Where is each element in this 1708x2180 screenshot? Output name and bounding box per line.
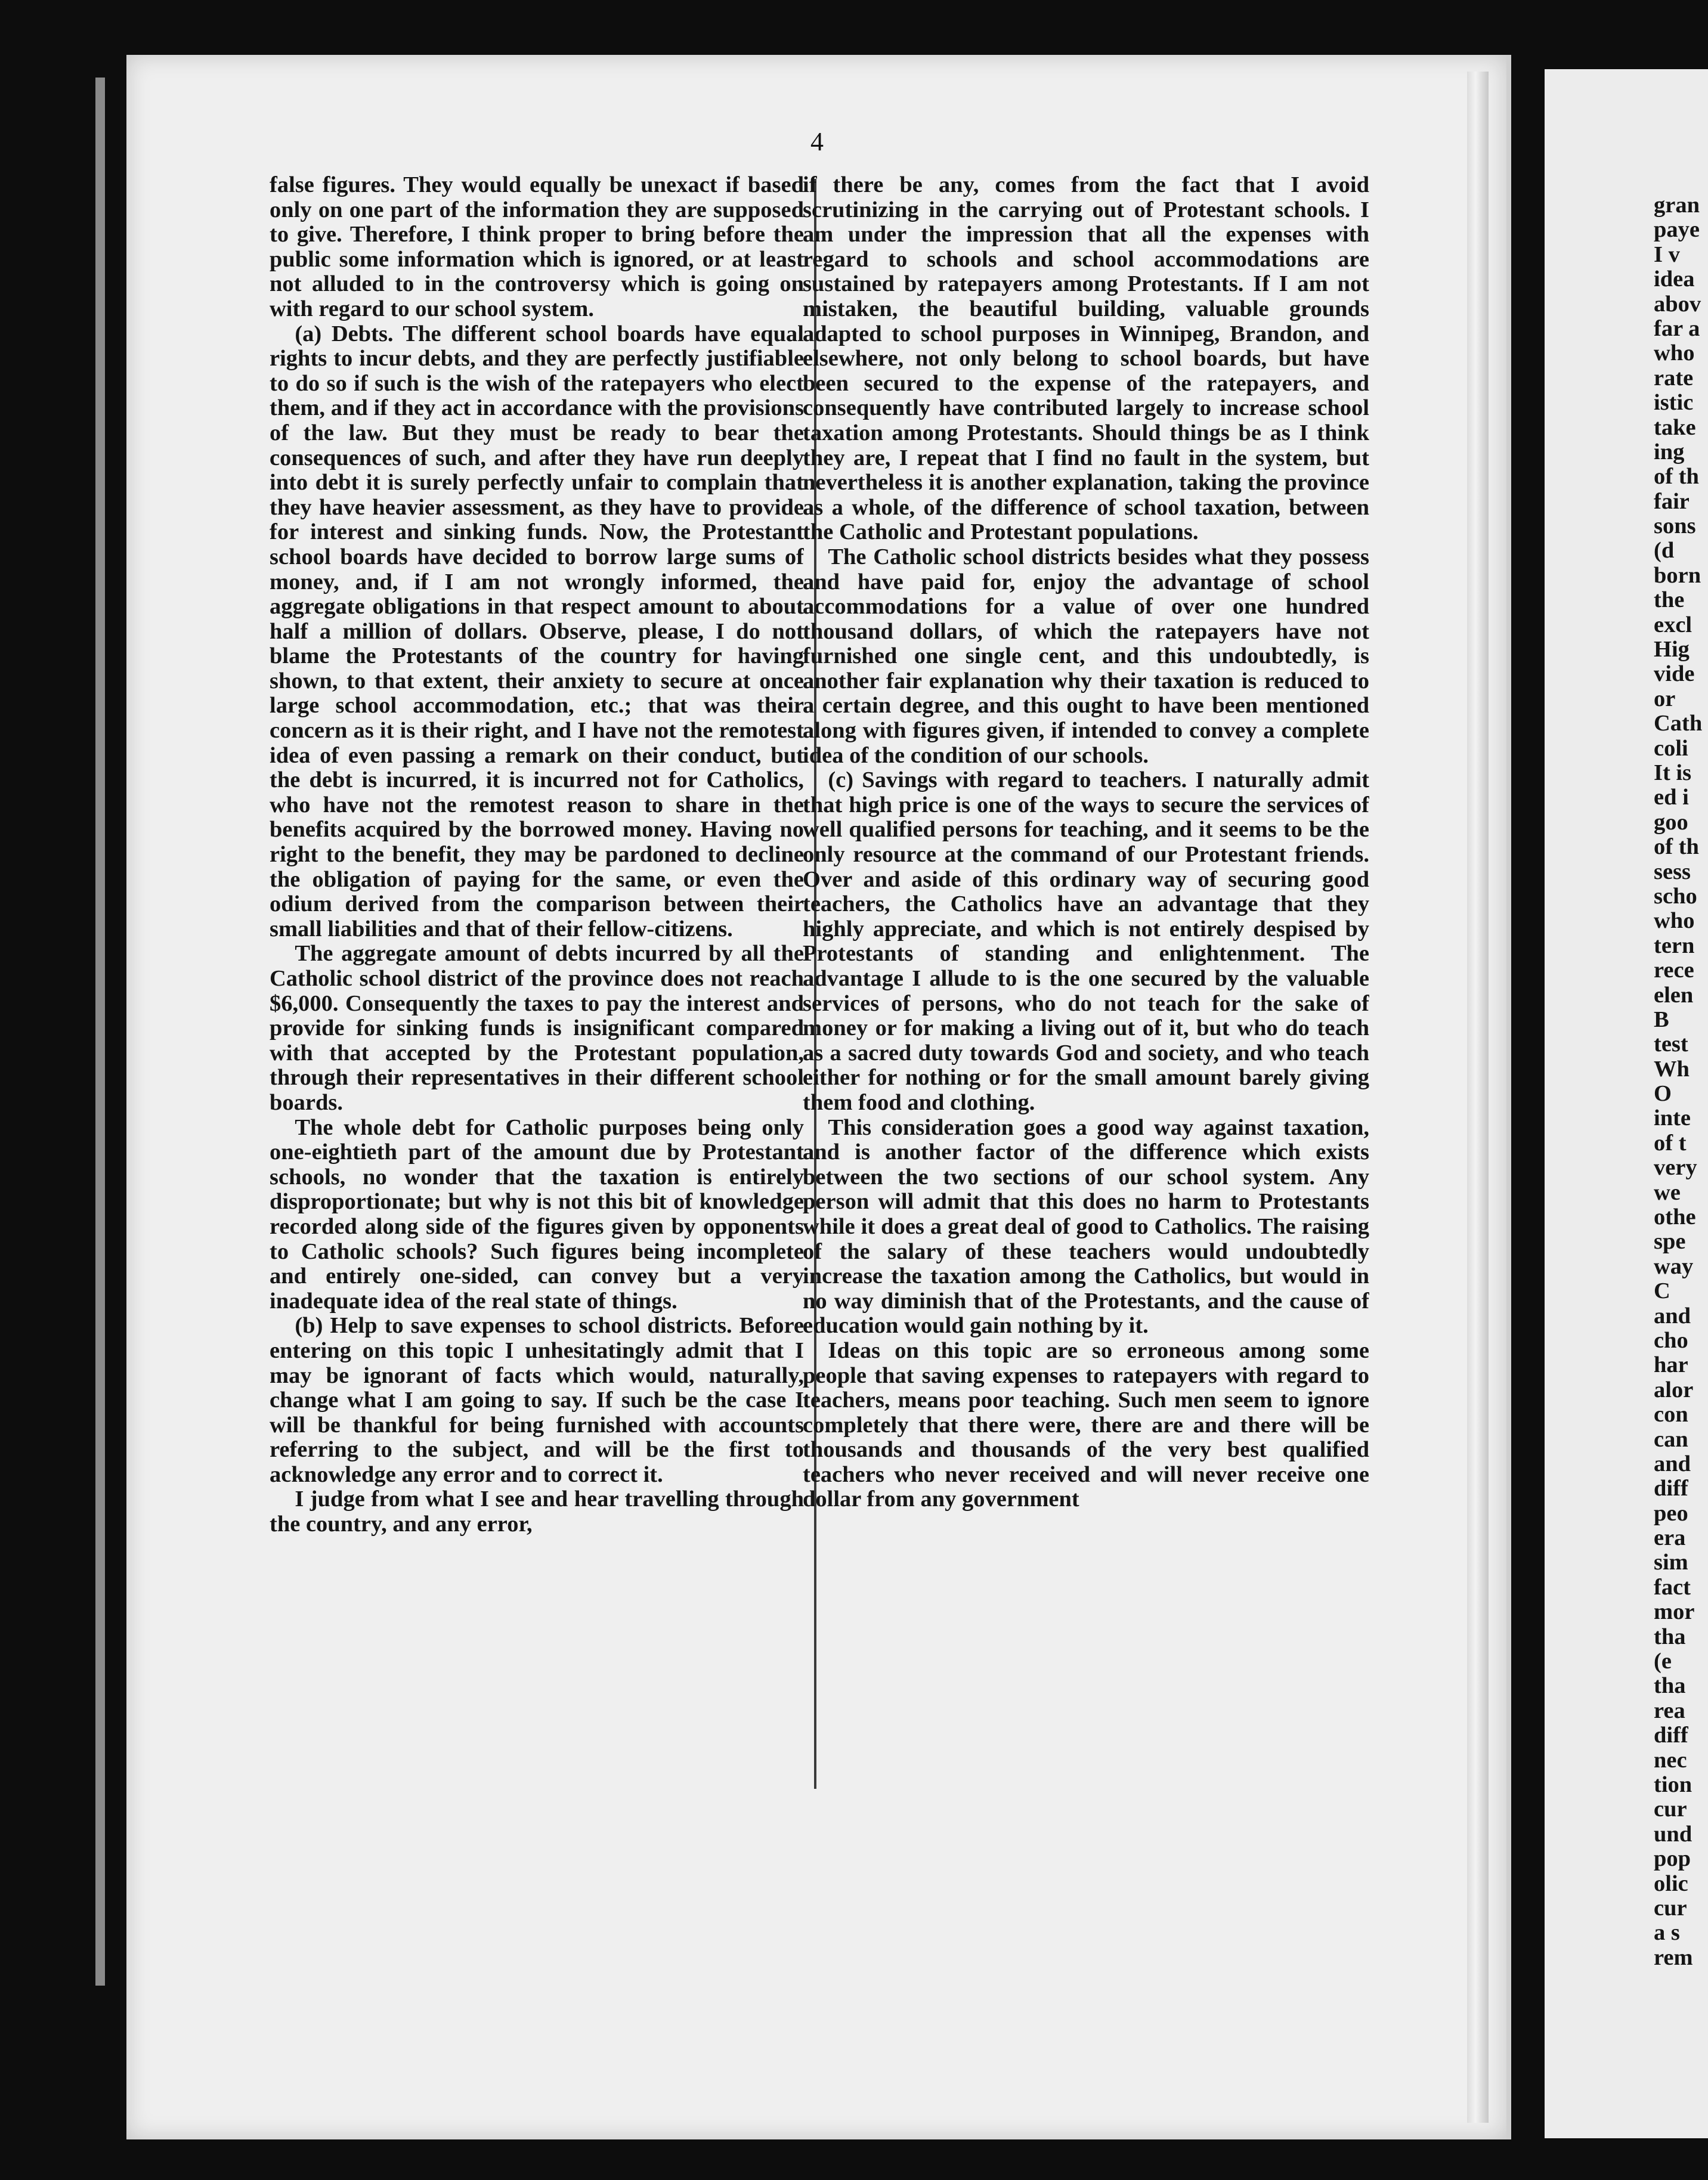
- facing-page-line: or: [1654, 686, 1676, 711]
- facing-page-line: nec: [1654, 1748, 1687, 1773]
- facing-page-line: very: [1654, 1156, 1697, 1181]
- facing-page-line: Hig: [1654, 637, 1690, 662]
- facing-page-line: tha: [1654, 1624, 1686, 1649]
- facing-page-line: idea: [1654, 267, 1695, 292]
- facing-page-line: of th: [1654, 465, 1699, 490]
- facing-page-line: cur: [1654, 1797, 1687, 1822]
- facing-page-line: Wh: [1654, 1057, 1690, 1082]
- facing-page-line: a s: [1654, 1921, 1680, 1946]
- facing-page-line: O: [1654, 1082, 1672, 1107]
- page-edge-shadow: [95, 78, 105, 1986]
- paragraph: (c) Savings with regard to teachers. I naturally admit that high price is one of the ways to secure the services of well qualified persons for teaching, and it seems to be the only resource at the command of our Protestant friends. Over and aside of this ordinary way of securing good teachers, the Catholics have an advantage that they highly appreciate, and which is not entirely despised by Protestants of standing and enlightenment. The advantage I allude to is the one secured by the valuable services of persons, who do not teach for the sake of money or for making a living out of it, but who do teach as a sacred duty towards God and society, and who teach either for nothing or for the small amount barely giving them food and clothing.: [803, 767, 1369, 1115]
- paragraph: (b) Help to save expenses to school districts. Before entering on this topic I unhesitatingly admit that I may be ignorant of facts which would, naturally, change what I am going to say. If such be the case I will be thankful for being furnished with accounts referring to the subject, and will be the first to acknowledge any error and to correct it.: [270, 1313, 804, 1487]
- facing-page-line: cho: [1654, 1328, 1688, 1353]
- facing-page-line: fair: [1654, 489, 1690, 514]
- facing-page-line: har: [1654, 1353, 1688, 1378]
- facing-page: [1545, 69, 1708, 2138]
- facing-page-line: alor: [1654, 1377, 1694, 1402]
- facing-page-line: Cath: [1654, 711, 1703, 736]
- paragraph: The Catholic school districts besides what they possess and have paid for, enjoy the advantage of school accommodations for a value of over one hundred thousand dollars, of which the ratepayers have not furnished one single cent, and this undoubtedly, is another fair explanation why their taxation is reduced to a certain degree, and this ought to have been mentioned along with figures given, if intended to convey a complete idea of the condition of our schools.: [803, 544, 1369, 768]
- facing-page-line: C: [1654, 1279, 1670, 1304]
- facing-page-line: the: [1654, 588, 1685, 613]
- facing-page-line: we: [1654, 1180, 1681, 1205]
- facing-page-line: can: [1654, 1427, 1688, 1452]
- facing-page-line: take: [1654, 415, 1696, 440]
- facing-page-line: peo: [1654, 1501, 1688, 1526]
- paragraph: (a) Debts. The different school boards have equal rights to incur debts, and they are perfectly justifiable to do so if such is the wish of the ratepayers who elect them, and if they act in accordance with the provisions of the law. But they must be ready to bear the consequences of such, and after they have run deeply into debt it is surely perfectly unfair to complain that they have heavier assessment, as they have to provide for interest and sinking funds. Now, the Protestant school boards have decided to borrow large sums of money, and, if I am not wrongly informed, the aggregate obligations in that respect amount to about half a million of dollars. Observe, please, I do not blame the Protestants of the country for having shown, to that extent, their anxiety to secure at once large school accommodation, etc.; that was their concern as it is their right, and I have not the remotest idea of even passing a remark on their conduct, but the debt is incurred, it is incurred not for Catholics, who have not the remotest reason to share in the benefits acquired by the borrowed money. Having no right to the benefit, they may be pardoned to decline the obligation of paying for the same, or even the odium derived from the comparison between their small liabilities and that of their fellow-citizens.: [270, 321, 804, 942]
- paragraph: if there be any, comes from the fact that I avoid scrutinizing in the carrying out of Protestant schools. I am under the impression that all the expenses with regard to schools and school accommodations are sustained by ratepayers among Protestants. If I am not mistaken, the beautiful building, valuable grounds adapted to school purposes in Winnipeg, Brandon, and elsewhere, not only belong to school boards, but have been secured to the expense of the ratepayers, and consequently have contributed largely to increase school taxation among Protestants. Should things be as I think they are, I repeat that I find no fault in the system, but nevertheless it is another explanation, taking the province as a whole, of the difference of school taxation, between the Catholic and Protestant populations.: [803, 173, 1369, 545]
- facing-page-line: of th: [1654, 835, 1699, 860]
- facing-page-line: tern: [1654, 933, 1695, 958]
- facing-page-line: othe: [1654, 1205, 1696, 1230]
- facing-page-line: born: [1654, 563, 1701, 588]
- page-number: 4: [810, 127, 824, 156]
- facing-page-line: rate: [1654, 366, 1694, 391]
- facing-page-line: istic: [1654, 391, 1694, 416]
- paragraph: The aggregate amount of debts incurred by all the Catholic school district of the province does not reach $6,000. Consequently the taxes to pay the interest and provide for sinking funds is insignificant compared with that accepted by the Protestant population, through their representatives in their different school boards.: [270, 941, 804, 1115]
- facing-page-line: It is: [1654, 760, 1692, 785]
- paragraph: The whole debt for Catholic purposes being only one-eightieth part of the amount due by Protestant schools, no wonder that the taxation is entirely disproportionate; but why is not this bit of knowledge recorded along side of the figures given by opponents to Catholic schools? Such figures being incomplete and entirely one-sided, can convey but a very inadequate idea of the real state of things.: [270, 1114, 804, 1314]
- paragraph: false figures. They would equally be unexact if based only on one part of the information they are supposed to give. Therefore, I think proper to bring before the public some information which is ignored, or at least not alluded to in the controversy which is going on with regard to our school system.: [270, 173, 804, 321]
- facing-page-line: fact: [1654, 1575, 1691, 1600]
- facing-page-line: tha: [1654, 1674, 1686, 1699]
- facing-page-line: spe: [1654, 1230, 1686, 1255]
- facing-page-line: inte: [1654, 1106, 1691, 1131]
- facing-page-text: [1654, 193, 1708, 1970]
- facing-page-line: I v: [1654, 242, 1680, 267]
- paragraph: Ideas on this topic are so erroneous among some people that saving expenses to ratepayers with regard to teachers, means poor teaching. Such men seem to ignore completely that there were, there are and there will be thousands and thousands of the very best qualified teachers who never received and will never receive one dollar from any government: [803, 1337, 1369, 1512]
- paragraph: I judge from what I see and hear travelling through the country, and any error,: [270, 1487, 804, 1537]
- facing-page-line: rea: [1654, 1698, 1685, 1723]
- facing-page-line: and: [1654, 1451, 1691, 1476]
- facing-page-line: und: [1654, 1822, 1692, 1847]
- facing-page-line: (d: [1654, 538, 1675, 563]
- facing-page-line: sess: [1654, 859, 1691, 884]
- facing-page-line: diff: [1654, 1723, 1688, 1748]
- facing-page-line: way: [1654, 1254, 1694, 1279]
- facing-page-line: sons: [1654, 514, 1696, 539]
- page-binding: [1467, 72, 1489, 2123]
- paragraph: This consideration goes a good way against taxation, and is another factor of the difference which exists between the two sections of our school system. Any person will admit that this does no harm to Protestants while it does a great deal of good to Catholics. The raising of the salary of these teachers would undoubtedly increase the taxation among the Catholics, but would in no way diminish that of the Protestants, and the cause of education would gain nothing by it.: [803, 1114, 1369, 1339]
- facing-page-line: pop: [1654, 1847, 1691, 1872]
- facing-page-line: paye: [1654, 218, 1700, 243]
- facing-page-line: cur: [1654, 1896, 1687, 1921]
- facing-page-line: coli: [1654, 736, 1688, 761]
- facing-page-line: B: [1654, 1007, 1669, 1032]
- facing-page-line: goo: [1654, 810, 1688, 835]
- facing-page-line: elen: [1654, 983, 1694, 1008]
- facing-page-line: and: [1654, 1303, 1691, 1329]
- facing-page-line: tion: [1654, 1773, 1692, 1797]
- facing-page-line: mor: [1654, 1600, 1695, 1625]
- facing-page-line: far a: [1654, 316, 1700, 341]
- facing-page-line: rece: [1654, 958, 1694, 983]
- facing-page-line: scho: [1654, 884, 1697, 909]
- facing-page-line: test: [1654, 1032, 1688, 1057]
- text-column-left: [270, 173, 804, 2069]
- facing-page-line: olic: [1654, 1871, 1688, 1896]
- facing-page-line: gran: [1654, 193, 1700, 218]
- facing-page-line: (e: [1654, 1649, 1672, 1674]
- facing-page-line: who: [1654, 909, 1695, 934]
- facing-page-line: of t: [1654, 1131, 1687, 1156]
- facing-page-line: sim: [1654, 1550, 1688, 1575]
- text-column-right: [803, 173, 1369, 2069]
- facing-page-line: vide: [1654, 662, 1695, 687]
- facing-page-line: rem: [1654, 1945, 1693, 1970]
- facing-page-line: abov: [1654, 292, 1701, 317]
- facing-page-line: ing: [1654, 439, 1685, 465]
- facing-page-line: ed i: [1654, 785, 1689, 810]
- facing-page-line: who: [1654, 341, 1695, 366]
- facing-page-line: era: [1654, 1526, 1686, 1551]
- facing-page-line: excl: [1654, 612, 1692, 637]
- facing-page-line: diff: [1654, 1476, 1688, 1501]
- facing-page-line: con: [1654, 1402, 1688, 1427]
